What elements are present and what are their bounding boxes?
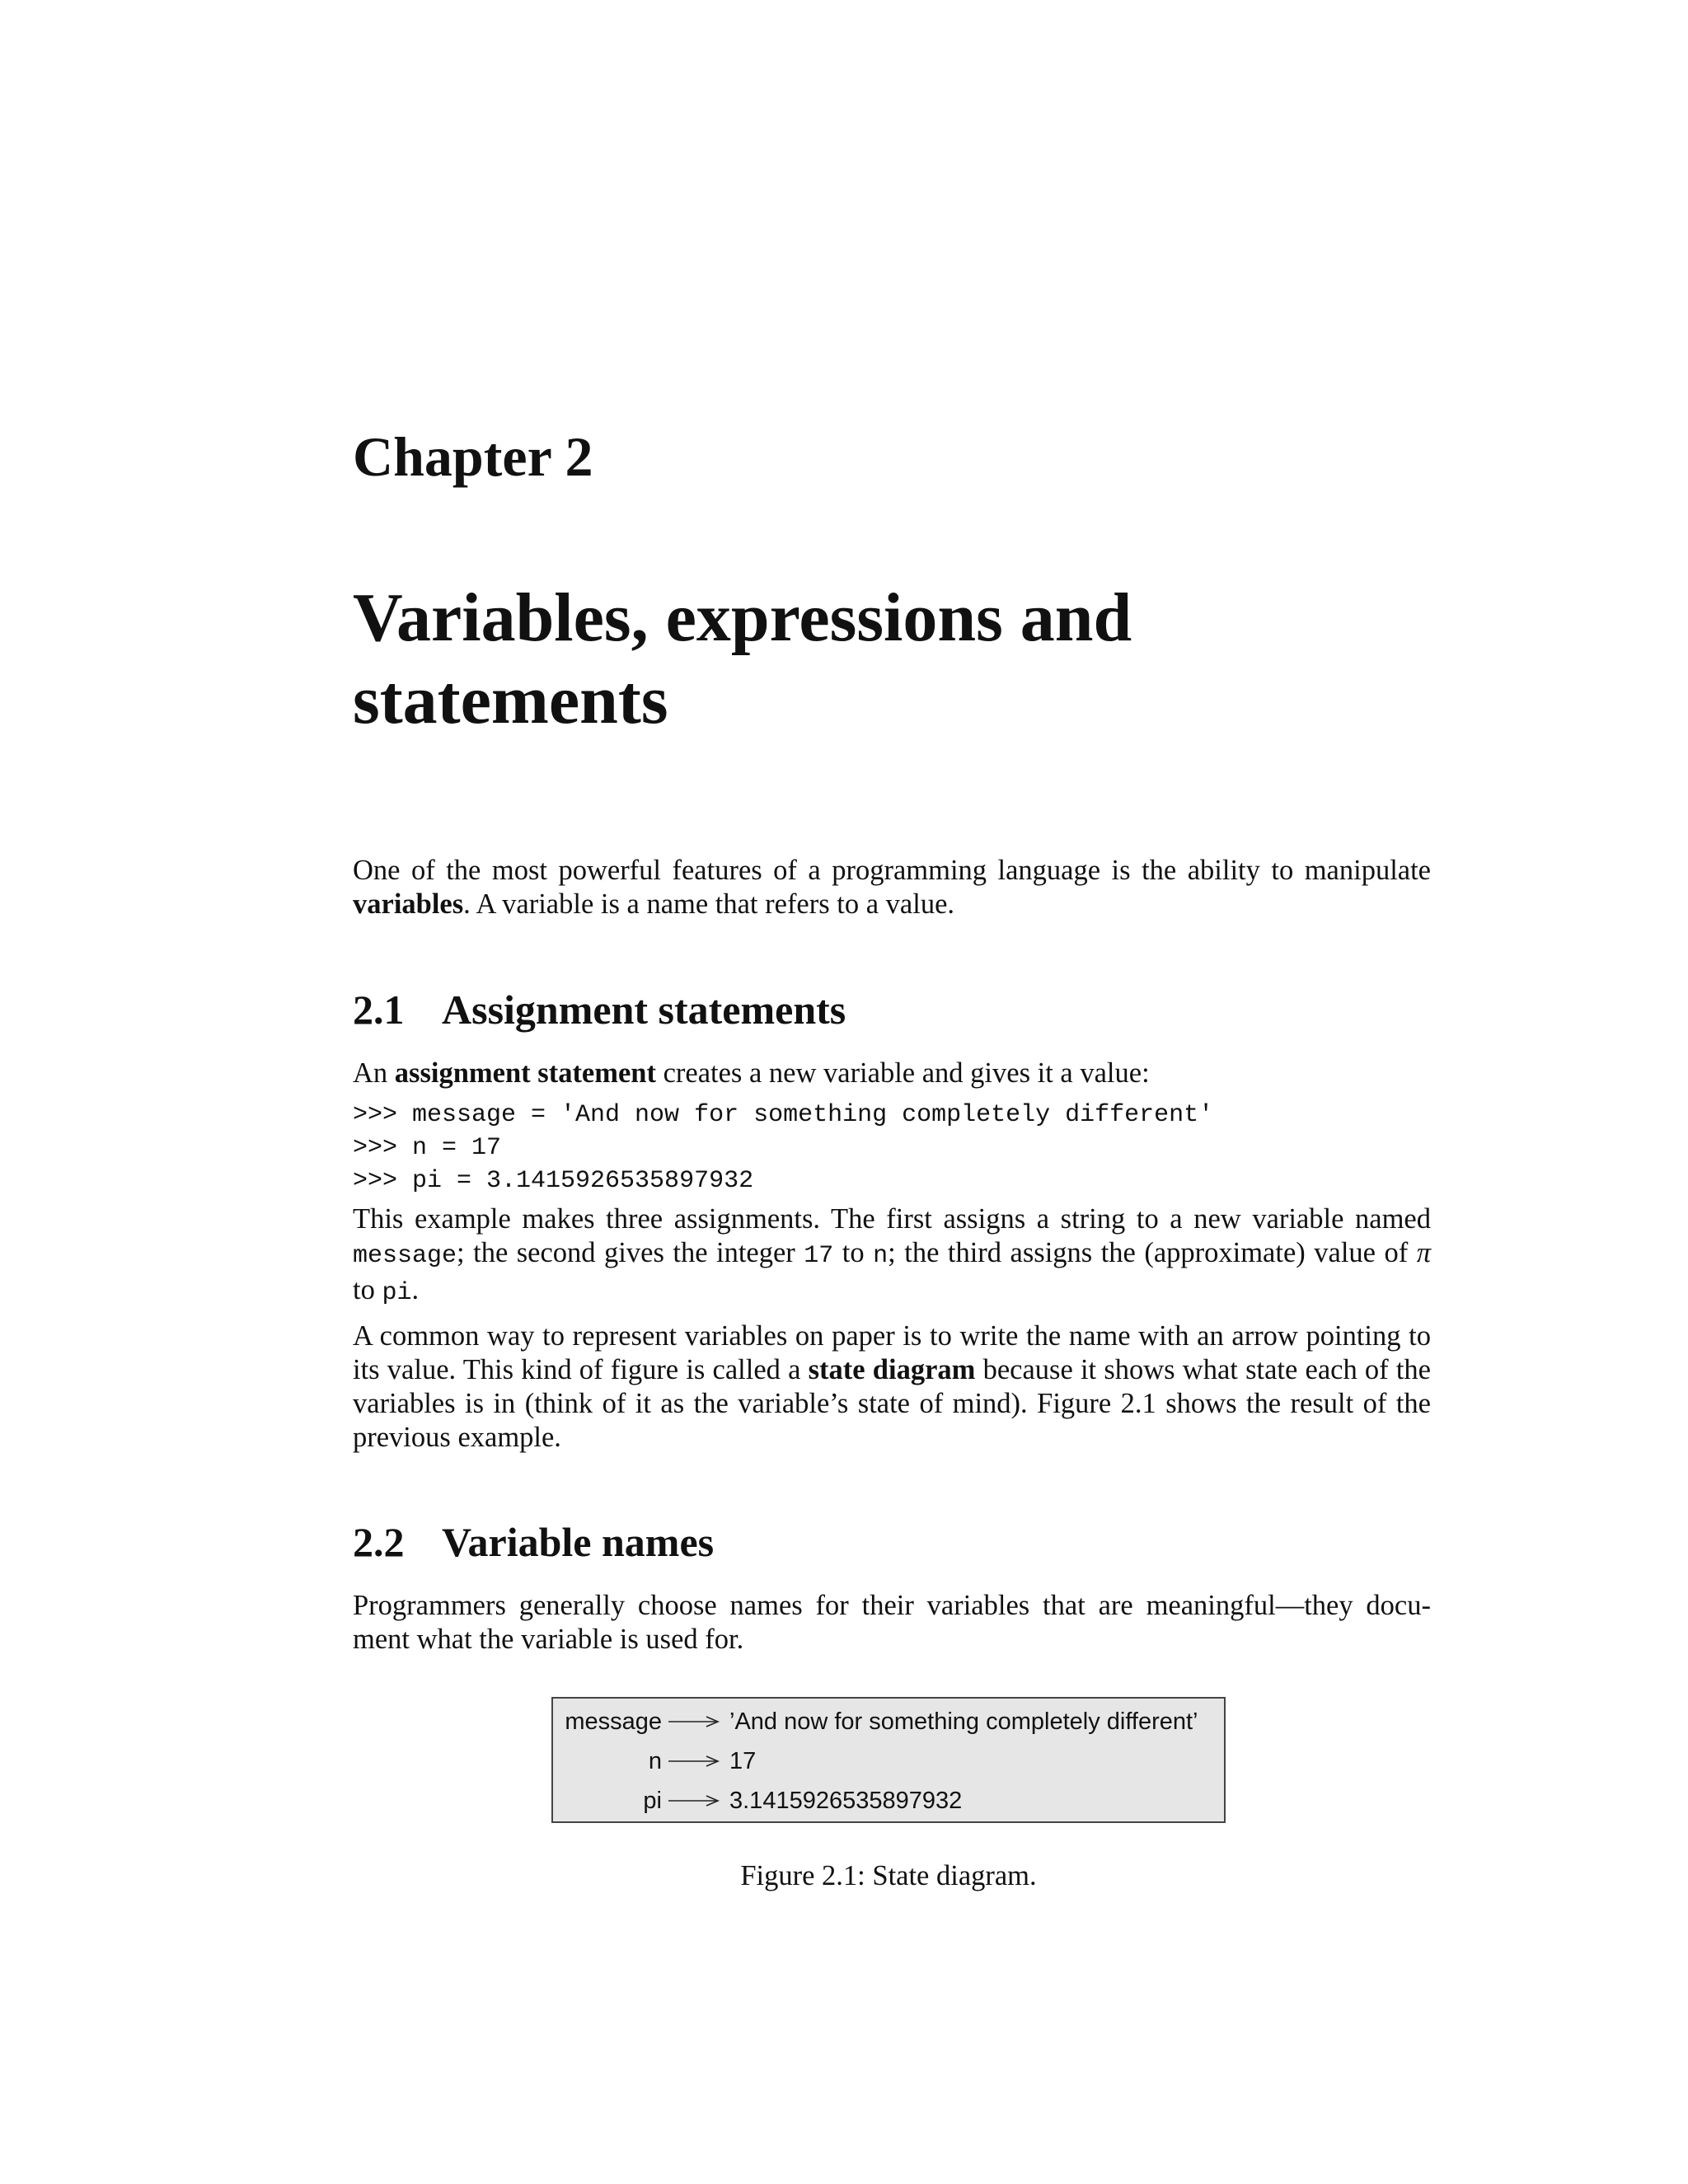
arrow-icon	[668, 1713, 720, 1730]
example-text: ; the third assigns the (approximate) value of	[888, 1237, 1417, 1268]
intro-paragraph	[353, 854, 1431, 921]
chapter-label: Chapter 2	[353, 425, 593, 488]
term-assignment-statement: assignment statement	[394, 1057, 656, 1089]
example-text: to	[353, 1274, 382, 1305]
inline-code-n: n	[873, 1242, 889, 1270]
variable-name: message	[565, 1708, 662, 1735]
section-heading-assignment	[353, 987, 846, 1033]
inline-code-pi: pi	[382, 1279, 412, 1307]
intro-text-1: One of the most powerful features of a programming language is the ability to manipulate	[353, 855, 1431, 886]
example-text: ; the second gives the integer	[457, 1237, 804, 1268]
variable-name: pi	[643, 1788, 662, 1814]
state-diagram-figure	[551, 1697, 1226, 1823]
code-block	[353, 1099, 1213, 1197]
assignment-paragraph	[353, 1057, 1431, 1090]
state-text-1: A common way to represent variables on paper is to write the name with an arrow pointing to its value. This kind of figure is called a	[353, 1320, 1431, 1385]
arrow-icon	[668, 1753, 720, 1769]
code-line: >>> pi = 3.1415926535897932	[353, 1167, 754, 1195]
code-line: >>> message = 'And now for something completely different'	[353, 1101, 1214, 1129]
variable-value: ’And now for something completely different’	[729, 1708, 1198, 1735]
state-diagram-paragraph	[353, 1319, 1431, 1455]
variable-name: n	[648, 1748, 662, 1774]
example-text: .	[411, 1274, 420, 1305]
term-state-diagram: state diagram	[808, 1354, 976, 1385]
pi-symbol: π	[1416, 1237, 1431, 1268]
variable-value: 3.1415926535897932	[729, 1788, 963, 1814]
arrow-icon	[668, 1793, 720, 1809]
inline-code-message: message	[353, 1242, 457, 1270]
intro-text-2: . A variable is a name that refers to a value.	[463, 888, 955, 920]
variable-names-paragraph: Programmers generally choose names for their variables that are meaningful—they docu- ment what the variable is used for.	[353, 1590, 1431, 1655]
section-heading-variable-names	[353, 1521, 714, 1563]
assignment-text-1: An	[353, 1057, 395, 1089]
example-paragraph	[353, 1202, 1431, 1310]
assignment-text-2: creates a new variable and gives it a value:	[655, 1057, 1150, 1089]
section-title: Variable names	[442, 1519, 715, 1565]
figure-caption: Figure 2.1: State diagram.	[740, 1860, 1037, 1891]
section-number: 2.1	[353, 987, 405, 1033]
code-line: >>> n = 17	[353, 1134, 502, 1162]
intro-term-variables: variables	[353, 888, 464, 920]
section-title: Assignment statements	[442, 987, 846, 1033]
variable-value: 17	[729, 1748, 757, 1774]
inline-code-17: 17	[804, 1242, 834, 1270]
chapter-title: Variables, expressions and statements	[353, 579, 1132, 738]
example-text: This example makes three assignments. The first assigns a string to a new variable named	[353, 1203, 1431, 1235]
state-text-2: because it shows what state each of the variables is in (think of it as the variable’s state of mind). Figure 2.1 shows the result of the previous example.	[353, 1354, 1431, 1453]
example-text: to	[833, 1237, 874, 1268]
section-number: 2.2	[353, 1519, 405, 1565]
